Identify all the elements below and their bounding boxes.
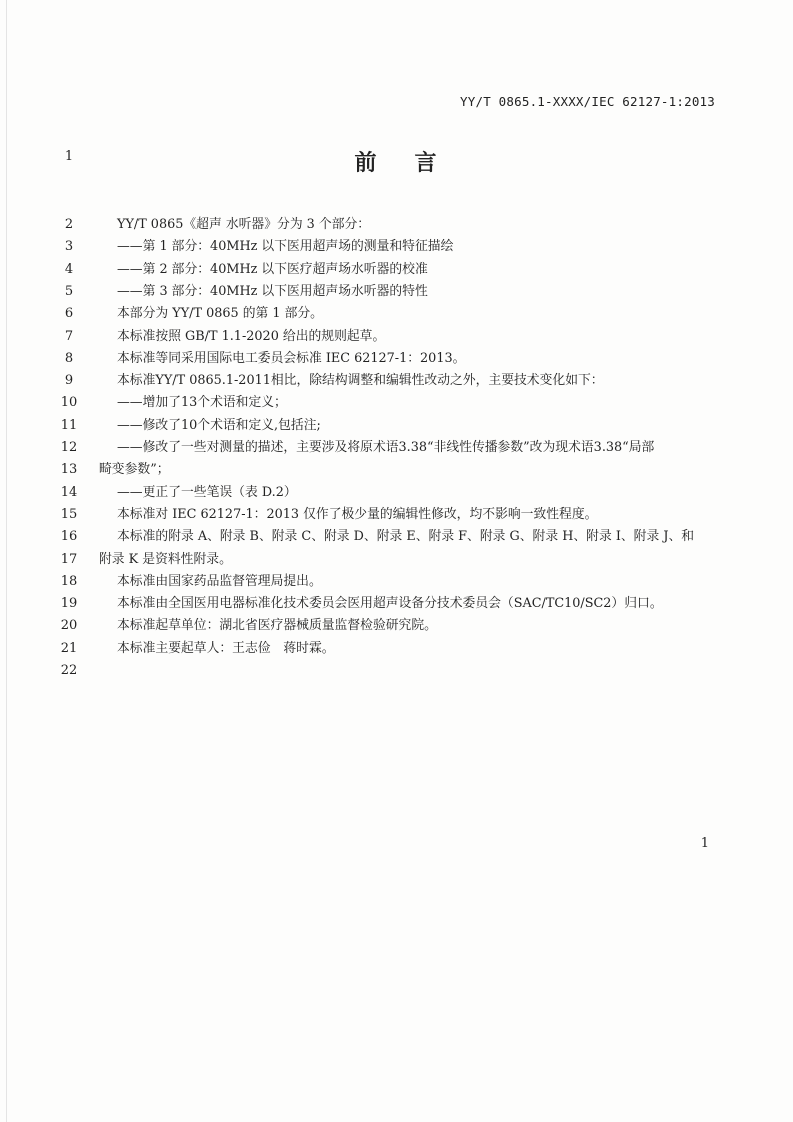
document-line	[0, 638, 793, 660]
document-line	[0, 303, 793, 325]
line-number: 16	[60, 529, 78, 545]
line-number: 18	[60, 573, 78, 589]
line-number: 8	[64, 350, 74, 366]
line-text: 本标准的附录 A、附录 B、附录 C、附录 D、附录 E、附录 F、附录 G、附录 H、附录 I、附录 J、和	[117, 529, 695, 545]
line-text: 畸变参数”；	[99, 462, 170, 478]
line-number: 11	[60, 417, 78, 433]
title-char-1: 前	[354, 151, 379, 176]
document-line	[0, 326, 793, 348]
document-line	[0, 370, 793, 392]
document-line	[0, 660, 793, 682]
line-text: 本标准起草单位：湖北省医疗器械质量监督检验研究院。	[117, 618, 437, 634]
document-line	[0, 437, 793, 459]
line-text: 本标准等同采用国际电工委员会标准 IEC 62127-1：2013。	[117, 350, 466, 366]
line-number: 22	[60, 663, 78, 678]
line-number: 14	[60, 484, 78, 500]
line-number: 6	[64, 306, 74, 322]
line-text: 本标准按照 GB/T 1.1-2020 给出的规则起草。	[117, 328, 386, 344]
line-text: 附录 K 是资料性附录。	[99, 551, 232, 567]
line-number: 2	[64, 217, 74, 232]
title-char-2: 言	[414, 151, 439, 176]
line-text: 本标准由全国医用电器标准化技术委员会医用超声设备分技术委员会（SAC/TC10/SC2）归口。	[117, 596, 663, 612]
line-text: ——修改了10个术语和定义,包括注;	[117, 417, 321, 433]
line-number: 5	[64, 283, 74, 299]
line-text: ——增加了13个术语和定义；	[117, 395, 287, 411]
line-text: ——第 3 部分：40MHz 以下医用超声场水听器的特性	[117, 283, 428, 299]
document-line	[0, 526, 793, 548]
document-line	[0, 259, 793, 281]
page-title	[0, 146, 793, 177]
line-number: 17	[60, 551, 78, 567]
line-text: ——第 1 部分：40MHz 以下医用超声场的测量和特征描绘	[117, 239, 454, 255]
line-text: 本标准YY/T 0865.1-2011相比，除结构调整和编辑性改动之外，主要技术变化如下：	[117, 373, 604, 389]
document-code: YY/T 0865.1-XXXX/IEC 62127-1:2013	[460, 94, 715, 109]
document-line	[0, 615, 793, 637]
line-number: 20	[60, 618, 78, 634]
page-number: 1	[700, 836, 709, 851]
line-number: 7	[64, 328, 74, 344]
line-number: 13	[60, 462, 78, 478]
document-line	[0, 415, 793, 437]
document-line	[0, 392, 793, 414]
line-number: 10	[60, 395, 78, 411]
line-text: 本标准主要起草人：王志俭 蒋时霖。	[117, 640, 335, 656]
document-line	[0, 348, 793, 370]
document-line	[0, 504, 793, 526]
line-number: 9	[64, 373, 74, 389]
line-text: 本标准由国家药品监督管理局提出。	[117, 573, 322, 589]
document-line	[0, 459, 793, 481]
line-text: 本标准对 IEC 62127-1：2013 仅作了极少量的编辑性修改，均不影响一致性程度。	[117, 506, 598, 522]
line-number: 12	[60, 440, 78, 455]
document-line	[0, 571, 793, 593]
document-line	[0, 236, 793, 258]
document-line	[0, 482, 793, 504]
line-text: YY/T 0865《超声 水听器》分为 3 个部分：	[117, 217, 371, 232]
document-line	[0, 593, 793, 615]
document-line	[0, 549, 793, 571]
line-number: 21	[60, 640, 78, 656]
line-number: 15	[60, 506, 78, 522]
line-text: 本部分为 YY/T 0865 的第 1 部分。	[117, 306, 323, 322]
line-number: 1	[64, 149, 74, 164]
line-text: ——更正了一些笔误（表 D.2）	[117, 484, 297, 500]
line-text: ——修改了一些对测量的描述，主要涉及将原术语3.38“非线性传播参数”改为现术语3.38“局部	[117, 440, 655, 455]
line-number: 4	[64, 261, 74, 277]
document-line	[0, 214, 793, 236]
line-number: 3	[64, 239, 74, 255]
line-text: ——第 2 部分：40MHz 以下医疗超声场水听器的校准	[117, 261, 428, 277]
line-number: 19	[60, 596, 78, 612]
document-line	[0, 281, 793, 303]
